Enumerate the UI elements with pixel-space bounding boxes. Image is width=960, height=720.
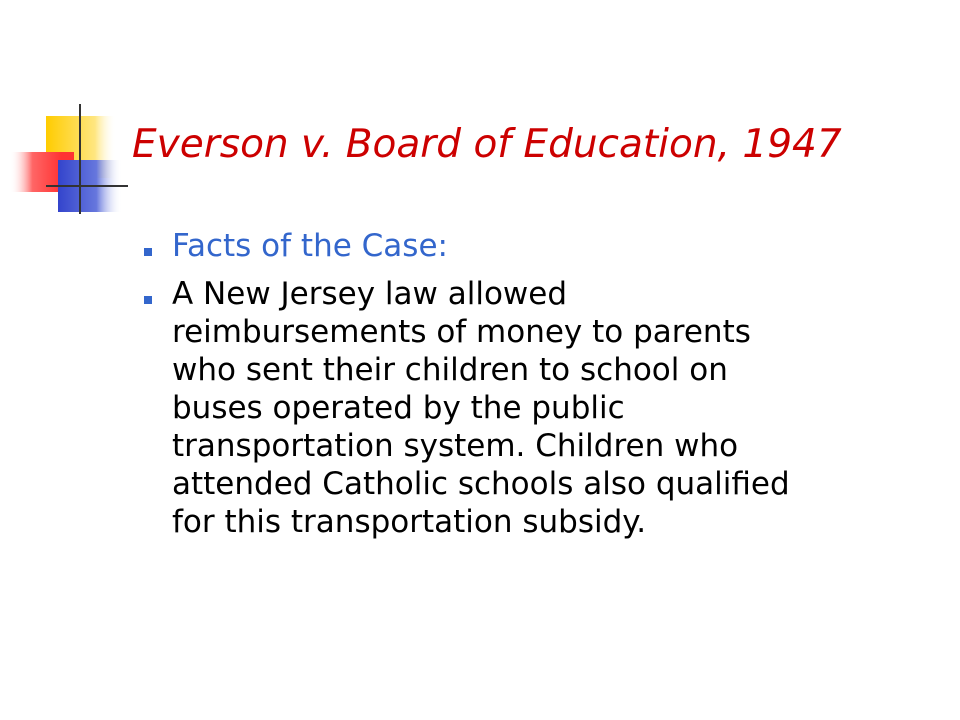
bullet-item-facts-heading	[144, 227, 944, 265]
bullet-list	[144, 227, 944, 551]
square-bullet-icon	[144, 296, 152, 304]
square-bullet-icon	[144, 248, 152, 256]
slide-title: Everson v. Board of Education, 1947	[132, 122, 842, 167]
bullet-text: A New Jersey law allowed reimbursements of money to parents who sent their children to school on buses operated by the public transportation system. Children who attended Catholic schools also qualified for this transportation subsidy.	[172, 276, 790, 540]
bullet-item-facts-body	[144, 275, 944, 541]
bullet-text: Facts of the Case:	[172, 228, 448, 264]
corner-decoration	[0, 0, 140, 240]
